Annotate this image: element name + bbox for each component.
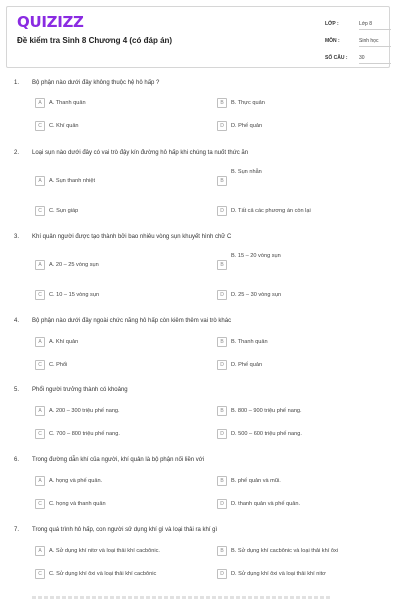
question-number: 1. xyxy=(14,80,20,86)
option-letter: C xyxy=(35,121,45,131)
meta-value-subject: Sinh học xyxy=(359,35,391,47)
answer-option[interactable] xyxy=(35,337,205,349)
option-text: B. Thanh quản xyxy=(231,339,268,345)
answer-option[interactable] xyxy=(35,546,205,558)
answer-option[interactable] xyxy=(35,98,205,110)
option-text: D. Phế quản xyxy=(231,362,263,368)
answer-option[interactable] xyxy=(217,360,387,372)
answer-option[interactable] xyxy=(217,98,387,110)
option-text: C. Khí quản xyxy=(49,123,79,129)
option-letter: A xyxy=(35,337,45,347)
question-number: 3. xyxy=(14,234,20,240)
answer-option[interactable] xyxy=(217,476,387,488)
option-letter: B xyxy=(217,406,227,416)
option-letter: D xyxy=(217,206,227,216)
meta-value-class: Lớp 8 xyxy=(359,18,391,30)
option-text: B. phế quản và mũi. xyxy=(231,478,281,484)
option-letter: A xyxy=(35,476,45,486)
question-text: Bộ phận nào dưới đây ngoài chức năng hô hấp còn kiêm thêm vai trò khác xyxy=(32,318,232,324)
answer-option[interactable] xyxy=(217,429,387,441)
option-letter: A xyxy=(35,176,45,186)
option-text: C. 10 – 15 vòng sụn xyxy=(49,292,100,298)
option-letter: A xyxy=(35,260,45,270)
option-text: A. Khí quản xyxy=(49,339,79,345)
option-letter: A xyxy=(35,98,45,108)
meta-row-count xyxy=(325,49,391,66)
option-letter: B xyxy=(217,337,227,347)
worksheet-meta xyxy=(325,15,391,66)
meta-label: LỚP : xyxy=(325,20,339,27)
option-text: B. Sụn nhẫn xyxy=(231,169,262,175)
option-text: D. Phế quản xyxy=(231,123,263,129)
option-letter: C xyxy=(35,569,45,579)
option-text: A. họng và phế quản. xyxy=(49,478,103,484)
answer-option[interactable] xyxy=(217,569,387,581)
option-text: D. Sử dụng khí ôxi và loại thải khí nitơ xyxy=(231,571,326,577)
answer-option[interactable] xyxy=(217,169,387,188)
option-letter: B xyxy=(217,476,227,486)
option-letter: A xyxy=(35,406,45,416)
answer-option[interactable] xyxy=(35,499,205,511)
option-letter: C xyxy=(35,360,45,370)
meta-label: SỐ CÂU : xyxy=(325,54,348,61)
answer-option[interactable] xyxy=(217,290,387,302)
answer-option[interactable] xyxy=(217,121,387,133)
option-text: A. Sử dụng khí nitơ và loại thải khí cacbônic. xyxy=(49,548,160,554)
question-number: 5. xyxy=(14,387,20,393)
next-question-cutoff xyxy=(32,596,332,599)
option-letter: D xyxy=(217,429,227,439)
option-text: C. họng và thanh quản xyxy=(49,501,106,507)
answer-option[interactable] xyxy=(217,206,387,218)
meta-row-class xyxy=(325,15,391,32)
option-letter: B xyxy=(217,260,227,270)
answer-option[interactable] xyxy=(217,337,387,349)
option-text: A. 200 – 300 triệu phế nang. xyxy=(49,408,120,414)
answer-option[interactable] xyxy=(35,429,205,441)
option-letter: D xyxy=(217,290,227,300)
answer-option[interactable] xyxy=(35,290,205,302)
option-text: C. Phổi xyxy=(49,362,68,368)
option-letter: D xyxy=(217,360,227,370)
answer-option[interactable] xyxy=(35,206,205,218)
worksheet-header xyxy=(6,6,390,68)
option-text: A. Sụn thanh nhiệt xyxy=(49,178,96,184)
question-text: Loại sụn nào dưới đây có vai trò đậy kín đường hô hấp khi chúng ta nuốt thức ăn xyxy=(32,150,249,156)
question-number: 2. xyxy=(14,150,20,156)
option-letter: C xyxy=(35,290,45,300)
question-number: 7. xyxy=(14,527,20,533)
option-letter: C xyxy=(35,499,45,509)
answer-option[interactable] xyxy=(217,546,387,558)
meta-row-subject xyxy=(325,32,391,49)
option-text: D. Tất cả các phương án còn lại xyxy=(231,208,311,214)
option-letter: C xyxy=(35,429,45,439)
page-title: Đề kiểm tra Sinh 8 Chương 4 (có đáp án) xyxy=(17,36,173,45)
option-text: D. thanh quản và phế quản. xyxy=(231,501,301,507)
answer-option[interactable] xyxy=(35,476,205,488)
option-letter: B xyxy=(217,98,227,108)
answer-option[interactable] xyxy=(35,176,205,188)
answer-option[interactable] xyxy=(35,569,205,581)
option-letter: C xyxy=(35,206,45,216)
quizizz-logo: QUIZIZZ xyxy=(17,13,84,31)
question-number: 4. xyxy=(14,318,20,324)
option-text: C. Sử dụng khí ôxi và loại thải khí cacbônic xyxy=(49,571,157,577)
question-text: Bộ phận nào dưới đây không thuộc hệ hô hấp ? xyxy=(32,80,160,86)
answer-option[interactable] xyxy=(35,260,205,272)
answer-option[interactable] xyxy=(35,360,205,372)
option-text: A. Thanh quản xyxy=(49,100,86,106)
answer-option[interactable] xyxy=(35,406,205,418)
option-text: B. Thực quản xyxy=(231,100,265,106)
option-text: A. 20 – 25 vòng sụn xyxy=(49,262,99,268)
option-letter: D xyxy=(217,569,227,579)
option-letter: A xyxy=(35,546,45,556)
question-text: Trong quá trình hô hấp, con người sử dụng khí gì và loại thải ra khí gì xyxy=(32,527,218,533)
answer-option[interactable] xyxy=(217,499,387,511)
answer-option[interactable] xyxy=(217,253,387,272)
option-text: B. 15 – 20 vòng sụn xyxy=(231,253,281,259)
option-letter: D xyxy=(217,499,227,509)
option-text: D. 500 – 600 triệu phế nang. xyxy=(231,431,302,437)
option-text: C. Sụn giáp xyxy=(49,208,79,214)
option-text: B. Sử dụng khí cacbônic và loại thải khí ôxi xyxy=(231,548,338,554)
question-number: 6. xyxy=(14,457,20,463)
option-letter: B xyxy=(217,176,227,186)
question-text: Phổi người trưởng thành có khoảng xyxy=(32,387,128,393)
option-letter: B xyxy=(217,546,227,556)
meta-label: MÔN : xyxy=(325,37,340,44)
answer-option[interactable] xyxy=(217,406,387,418)
option-letter: D xyxy=(217,121,227,131)
option-text: B. 800 – 900 triệu phế nang. xyxy=(231,408,302,414)
question-text: Trong đường dẫn khí của người, khí quản là bộ phận nối liền với xyxy=(32,457,205,463)
answer-option[interactable] xyxy=(35,121,205,133)
question-text: Khí quản người được tạo thành bởi bao nhiêu vòng sụn khuyết hình chữ C xyxy=(32,234,232,240)
option-text: C. 700 – 800 triệu phế nang. xyxy=(49,431,120,437)
option-text: D. 25 – 30 vòng sụn xyxy=(231,292,282,298)
meta-value-count: 30 xyxy=(359,52,391,64)
